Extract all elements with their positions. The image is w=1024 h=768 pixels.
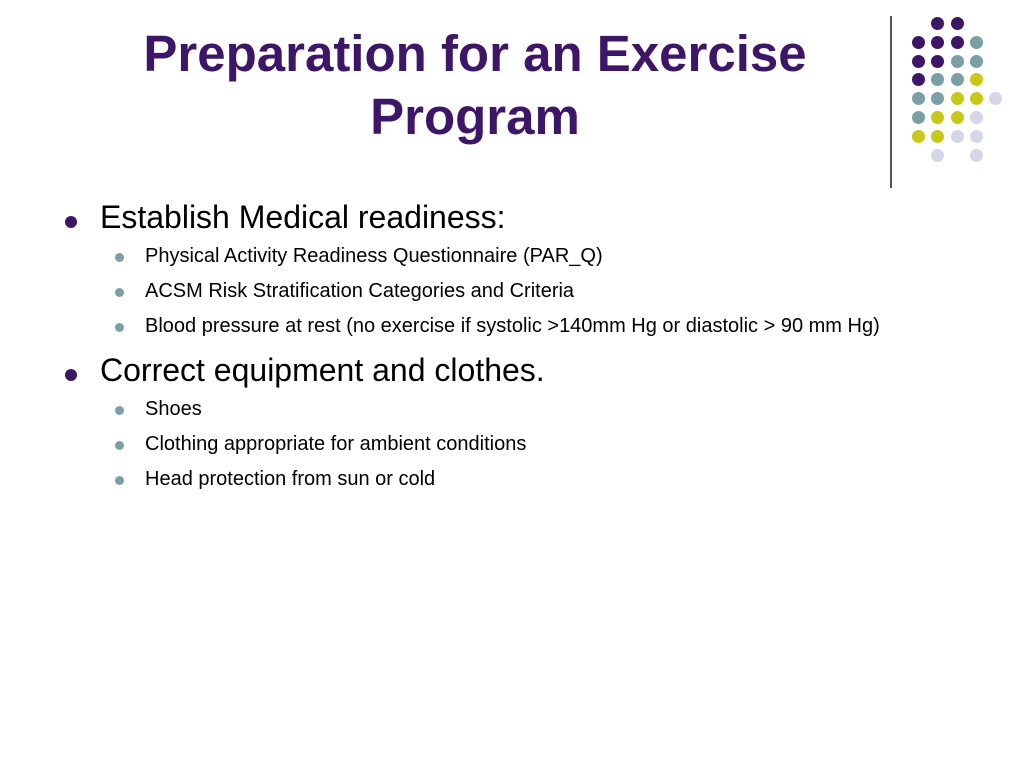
decorative-dot: [970, 73, 983, 86]
decorative-dot: [970, 111, 983, 124]
sub-bullet-clothing: [60, 430, 960, 459]
decorative-dot: [912, 55, 925, 68]
sub-bullet-dot-icon: [115, 441, 124, 450]
decorative-dot: [951, 55, 964, 68]
sub-bullet-dot-icon: [115, 253, 124, 262]
bullet-text: Correct equipment and clothes.: [100, 352, 545, 388]
decorative-dot: [931, 111, 944, 124]
sub-bullet-blood-pressure: [60, 312, 960, 341]
bullet-equipment-clothes: [60, 349, 960, 391]
bullet-dot-icon: [65, 216, 77, 228]
slide-title-line-2: Program: [370, 88, 580, 145]
decorative-dot: [951, 92, 964, 105]
decorative-dot: [931, 130, 944, 143]
sub-bullet-acsm: [60, 277, 960, 306]
bullet-medical-readiness: [60, 196, 960, 238]
bullet-dot-icon: [65, 369, 77, 381]
sub-bullet-par-q: [60, 242, 960, 271]
decorative-dot: [931, 17, 944, 30]
decorative-dot: [970, 36, 983, 49]
slide-title-line-1: Preparation for an Exercise: [143, 25, 807, 82]
decorative-dot: [931, 149, 944, 162]
title-divider-line: [890, 16, 892, 188]
sub-bullet-dot-icon: [115, 288, 124, 297]
sub-bullet-list: [60, 395, 960, 494]
sub-bullet-dot-icon: [115, 323, 124, 332]
decorative-dot: [951, 17, 964, 30]
slide-title: [60, 22, 890, 148]
decorative-dot: [951, 36, 964, 49]
decorative-dot: [951, 73, 964, 86]
decorative-dot: [931, 55, 944, 68]
sub-bullet-list: [60, 242, 960, 341]
bullet-text: Establish Medical readiness:: [100, 199, 506, 235]
sub-bullet-shoes: [60, 395, 960, 424]
decorative-dot: [931, 73, 944, 86]
decorative-dot: [970, 149, 983, 162]
slide-body: [60, 196, 960, 502]
decorative-dot: [912, 36, 925, 49]
decorative-dot: [970, 92, 983, 105]
sub-bullet-dot-icon: [115, 476, 124, 485]
sub-bullet-text: Shoes: [145, 398, 202, 420]
decorative-dot: [912, 130, 925, 143]
sub-bullet-dot-icon: [115, 406, 124, 415]
sub-bullet-text: Blood pressure at rest (no exercise if systolic >140mm Hg or diastolic > 90 mm Hg): [145, 315, 880, 337]
sub-bullet-text: ACSM Risk Stratification Categories and Criteria: [145, 280, 575, 302]
decorative-dot: [912, 92, 925, 105]
decorative-dot: [912, 111, 925, 124]
sub-bullet-text: Clothing appropriate for ambient conditions: [145, 433, 527, 455]
decorative-dot: [951, 130, 964, 143]
decorative-dot: [951, 111, 964, 124]
sub-bullet-text: Head protection from sun or cold: [145, 468, 436, 490]
decorative-dot: [912, 73, 925, 86]
decorative-dot: [989, 92, 1002, 105]
decorative-dot: [931, 36, 944, 49]
decorative-dot: [970, 55, 983, 68]
decorative-dot: [931, 92, 944, 105]
sub-bullet-head-protection: [60, 465, 960, 494]
sub-bullet-text: Physical Activity Readiness Questionnaire (PAR_Q): [145, 245, 603, 267]
decorative-dot: [970, 130, 983, 143]
